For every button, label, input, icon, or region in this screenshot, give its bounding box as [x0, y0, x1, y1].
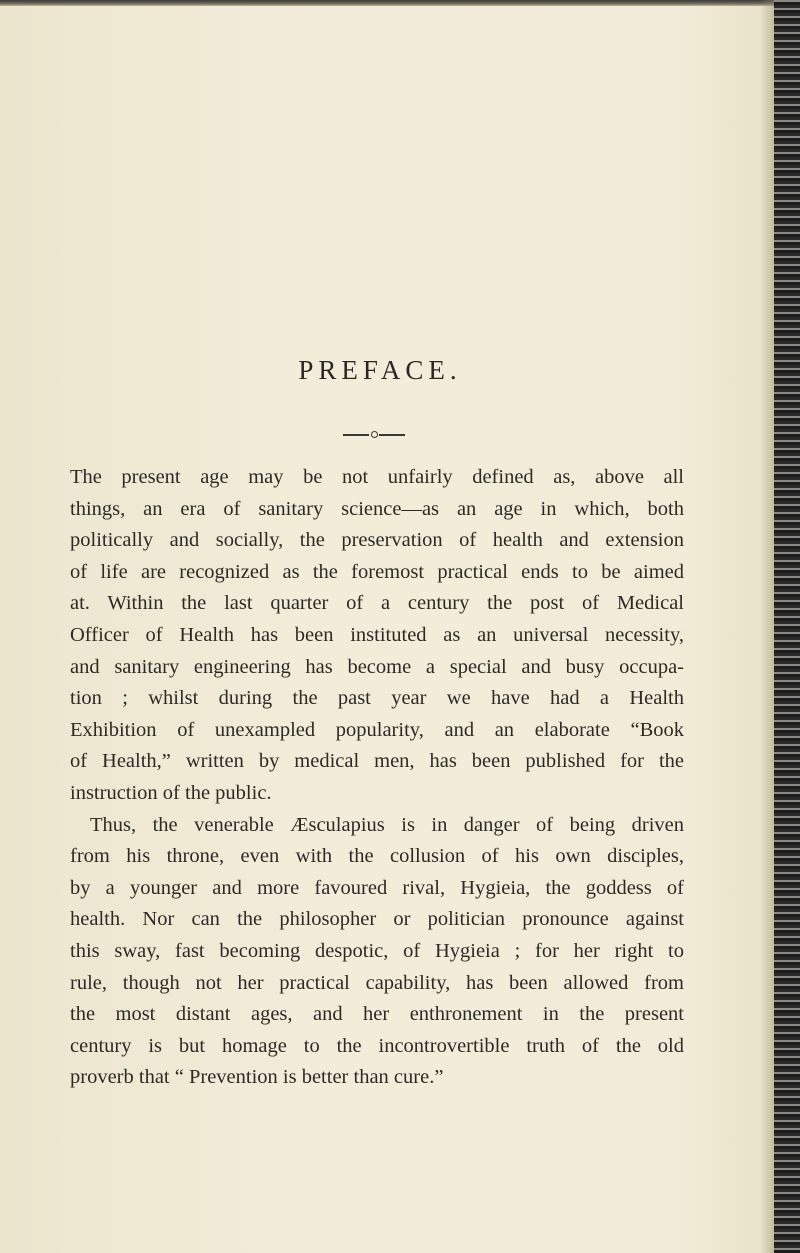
text-line: tion ; whilst during the past year we have had a Health — [70, 687, 684, 710]
text-line: Thus, the venerable Æsculapius is in danger of being driven — [90, 813, 684, 836]
text-line: of life are recognized as the foremost practical ends to be aimed — [70, 560, 684, 583]
text-line: instruction of the public. — [70, 781, 272, 804]
text-line: the most distant ages, and her enthronement in the present — [70, 1003, 684, 1026]
text-line: at. Within the last quarter of a century the post of Medical — [70, 592, 684, 615]
text-line: by a younger and more favoured rival, Hygieia, the goddess of — [70, 876, 684, 899]
ornament-rule — [343, 431, 405, 439]
text-line: health. Nor can the philosopher or politician pronounce against — [70, 908, 684, 931]
ornament-dot — [371, 431, 378, 438]
text-line: The present age may be not unfairly defined as, above all — [70, 466, 684, 488]
ornament-line-right — [379, 434, 405, 436]
text-line: of Health,” written by medical men, has been published for the — [70, 750, 684, 773]
book-binding-edge — [774, 0, 800, 1253]
text-line: century is but homage to the incontrovertible truth of the old — [70, 1034, 684, 1057]
text-line: Officer of Health has been instituted as an universal necessity, — [70, 623, 684, 646]
text-line: and sanitary engineering has become a special and busy occupa- — [70, 655, 684, 678]
preface-body — [70, 462, 684, 1094]
text-line: things, an era of sanitary science—as an age in which, both — [70, 497, 684, 520]
text-line: proverb that “ Prevention is better than cure.” — [70, 1066, 444, 1089]
page-title: PREFACE. — [298, 355, 462, 385]
binding-shadow — [760, 0, 774, 1253]
text-line: Exhibition of unexampled popularity, and an elaborate “Book — [70, 718, 684, 741]
text-line: from his throne, even with the collusion of his own disciples, — [70, 845, 684, 868]
page-top-edge — [0, 0, 800, 6]
ornament-line-left — [343, 434, 369, 436]
text-line: this sway, fast becoming despotic, of Hygieia ; for her right to — [70, 939, 684, 962]
text-line: politically and socially, the preservation of health and extension — [70, 529, 684, 552]
text-line: rule, though not her practical capability, has been allowed from — [70, 971, 684, 994]
